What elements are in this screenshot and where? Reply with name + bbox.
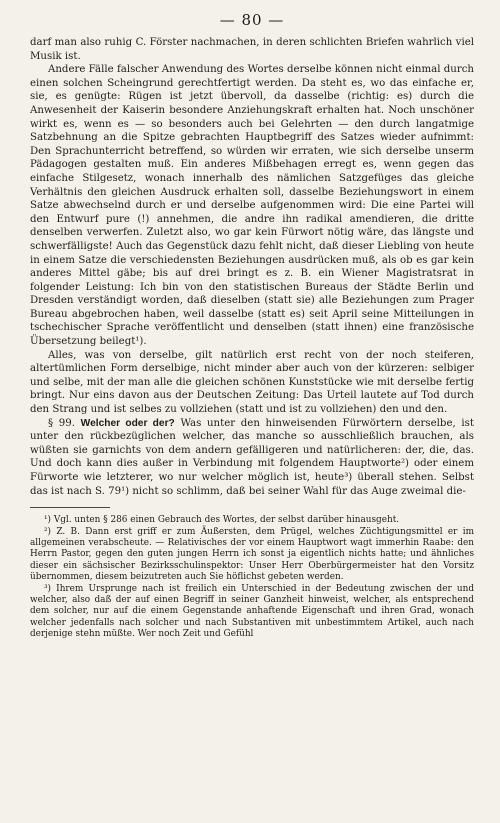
paragraph-derselbige: Alles, was von derselbe, gilt natürlich erst recht von der noch steiferen, altertümlichen Form derselbige, nicht minder aber auch von der kürzeren: selbiger und selbe, mit der man alle die gleichen schönen Kunststücke wie mit derselbe fertig bringt. Nur eins davon aus der Deutschen Zeitung: Das Urteil lautete auf Tod durch den Strang und ist selbes zu vollziehen (statt und ist zu vollziehen) den und den. <box>30 349 474 416</box>
footnote-2: ²) Z. B. Dann erst griff er zum Äußersten, dem Prügel, welches Züchtigungsmittel er im allgemeinen verabscheute. — Relativisches der vor einem Hauptwort wagt immerhin Raabe: den Herrn Pastor, gegen den guten jungen Herrn ich sonst ja eigentlich nichts hatte; und ähnliches dieser ein sächsischer Bezirksschulinspektor: Unser Herr Oberbürgermeister hat den Vorsitz übernommen, diesem beizutreten auch Sie höflichst gebeten werden. <box>30 526 474 583</box>
footnote-3: ³) Ihrem Ursprunge nach ist freilich ein Unterschied in der Bedeutung zwischen der und welcher, also daß der auf einen Begriff in seiner Ganzheit hinweist, welcher, als entsprechend dem solcher, nur auf die einem Gegenstande anhaftende Eigenschaft und ihren Grad, wonach welcher jedenfalls nach solcher und nach Substantiven mit unbestimmtem Artikel, auch nach derjenige stehn müßte. Wer noch Zeit und Gefühl <box>30 583 474 640</box>
section-heading: Welcher oder der? <box>80 417 175 429</box>
footnote-divider <box>30 507 110 508</box>
section-text: Was unter den hinweisenden Fürwörtern derselbe, ist unter den rückbezüglichen welcher, das manche so ausschließlich brauchen, als wüßten sie garnichts von dem andern gefälligeren und natürlicheren: der, die, das. Und doch kann dies außer in Verbindung mit folgendem Hauptworte²) oder einem Fürworte wie letzterer, wo nur welcher möglich ist, heute³) überall stehen. Selbst das ist nach S. 79¹) nicht so schlimm, daß bei seiner Wahl für das Auge zweimal die- <box>30 417 474 497</box>
section-number: § 99. <box>48 417 75 429</box>
page-number: — 80 — <box>219 11 285 29</box>
section-99 <box>30 417 474 499</box>
main-text <box>30 36 474 498</box>
paragraph-continuation: darf man also ruhig C. Förster nachmachen, in deren schlichten Briefen wahrlich viel Musik ist. <box>30 37 474 62</box>
footnotes <box>30 515 474 640</box>
paragraph-derselbe: Andere Fälle falscher Anwendung des Wortes derselbe können nicht einmal durch einen solchen Scheingrund gerechtfertigt werden. Da steht es, wo das einfache er, sie, es genügte: Rügen ist jetzt übervoll, da dasselbe (richtig: es) durch die Anwesenheit der Kaiserin besondere Anziehungskraft erhalten hat. Noch unschöner wirkt es, wenn es — so besonders auch bei Gelehrten — den durch langatmige Satzbehnung an die Spitze gebrachten Hauptbegriff des Satzes wieder aufnimmt: Den Sprachunterricht betreffend, so würden wir erraten, wie sich derselbe unserm Pädagogen gestalten muß. Ein anderes Mißbehagen erregt es, wenn gegen das einfache Stilgesetz, wonach innerhalb des nämlichen Satzgefüges das gleiche Verhältnis den gleichen Ausdruck erhalten soll, dasselbe Beziehungswort in einem Satze abwechselnd durch er und derselbe aufgenommen wird: Die eine Partei will den Entwurf pure (!) annehmen, die andre ihn radikal amendieren, die dritte denselben verwerfen. Zuletzt also, wo gar kein Fürwort nötig wäre, das längste und schwerfälligste! Auch das Gegenstück dazu fehlt nicht, daß dieser Liebling von heute in einem Satze die verschiedensten Beziehungen ausdrücken muß, als ob es gar kein anderes Mittel gäbe; bis auf drei bringt es z. B. ein Wiener Magistratsrat in folgender Leistung: Ich bin von den statistischen Bureaus der Städte Berlin und Dresden verständigt worden, daß dieselben (statt sie) alle Beziehungen zum Prager Bureau abgebrochen haben, weil dasselbe (statt es) seit April seine Mitteilungen in tschechischer Sprache veröffentlicht und denselben (statt ihnen) eine französische Übersetzung beilegt¹). <box>30 64 474 348</box>
footnote-1: ¹) Vgl. unten § 286 einen Gebrauch des Wortes, der selbst darüber hinausgeht. <box>44 515 400 526</box>
